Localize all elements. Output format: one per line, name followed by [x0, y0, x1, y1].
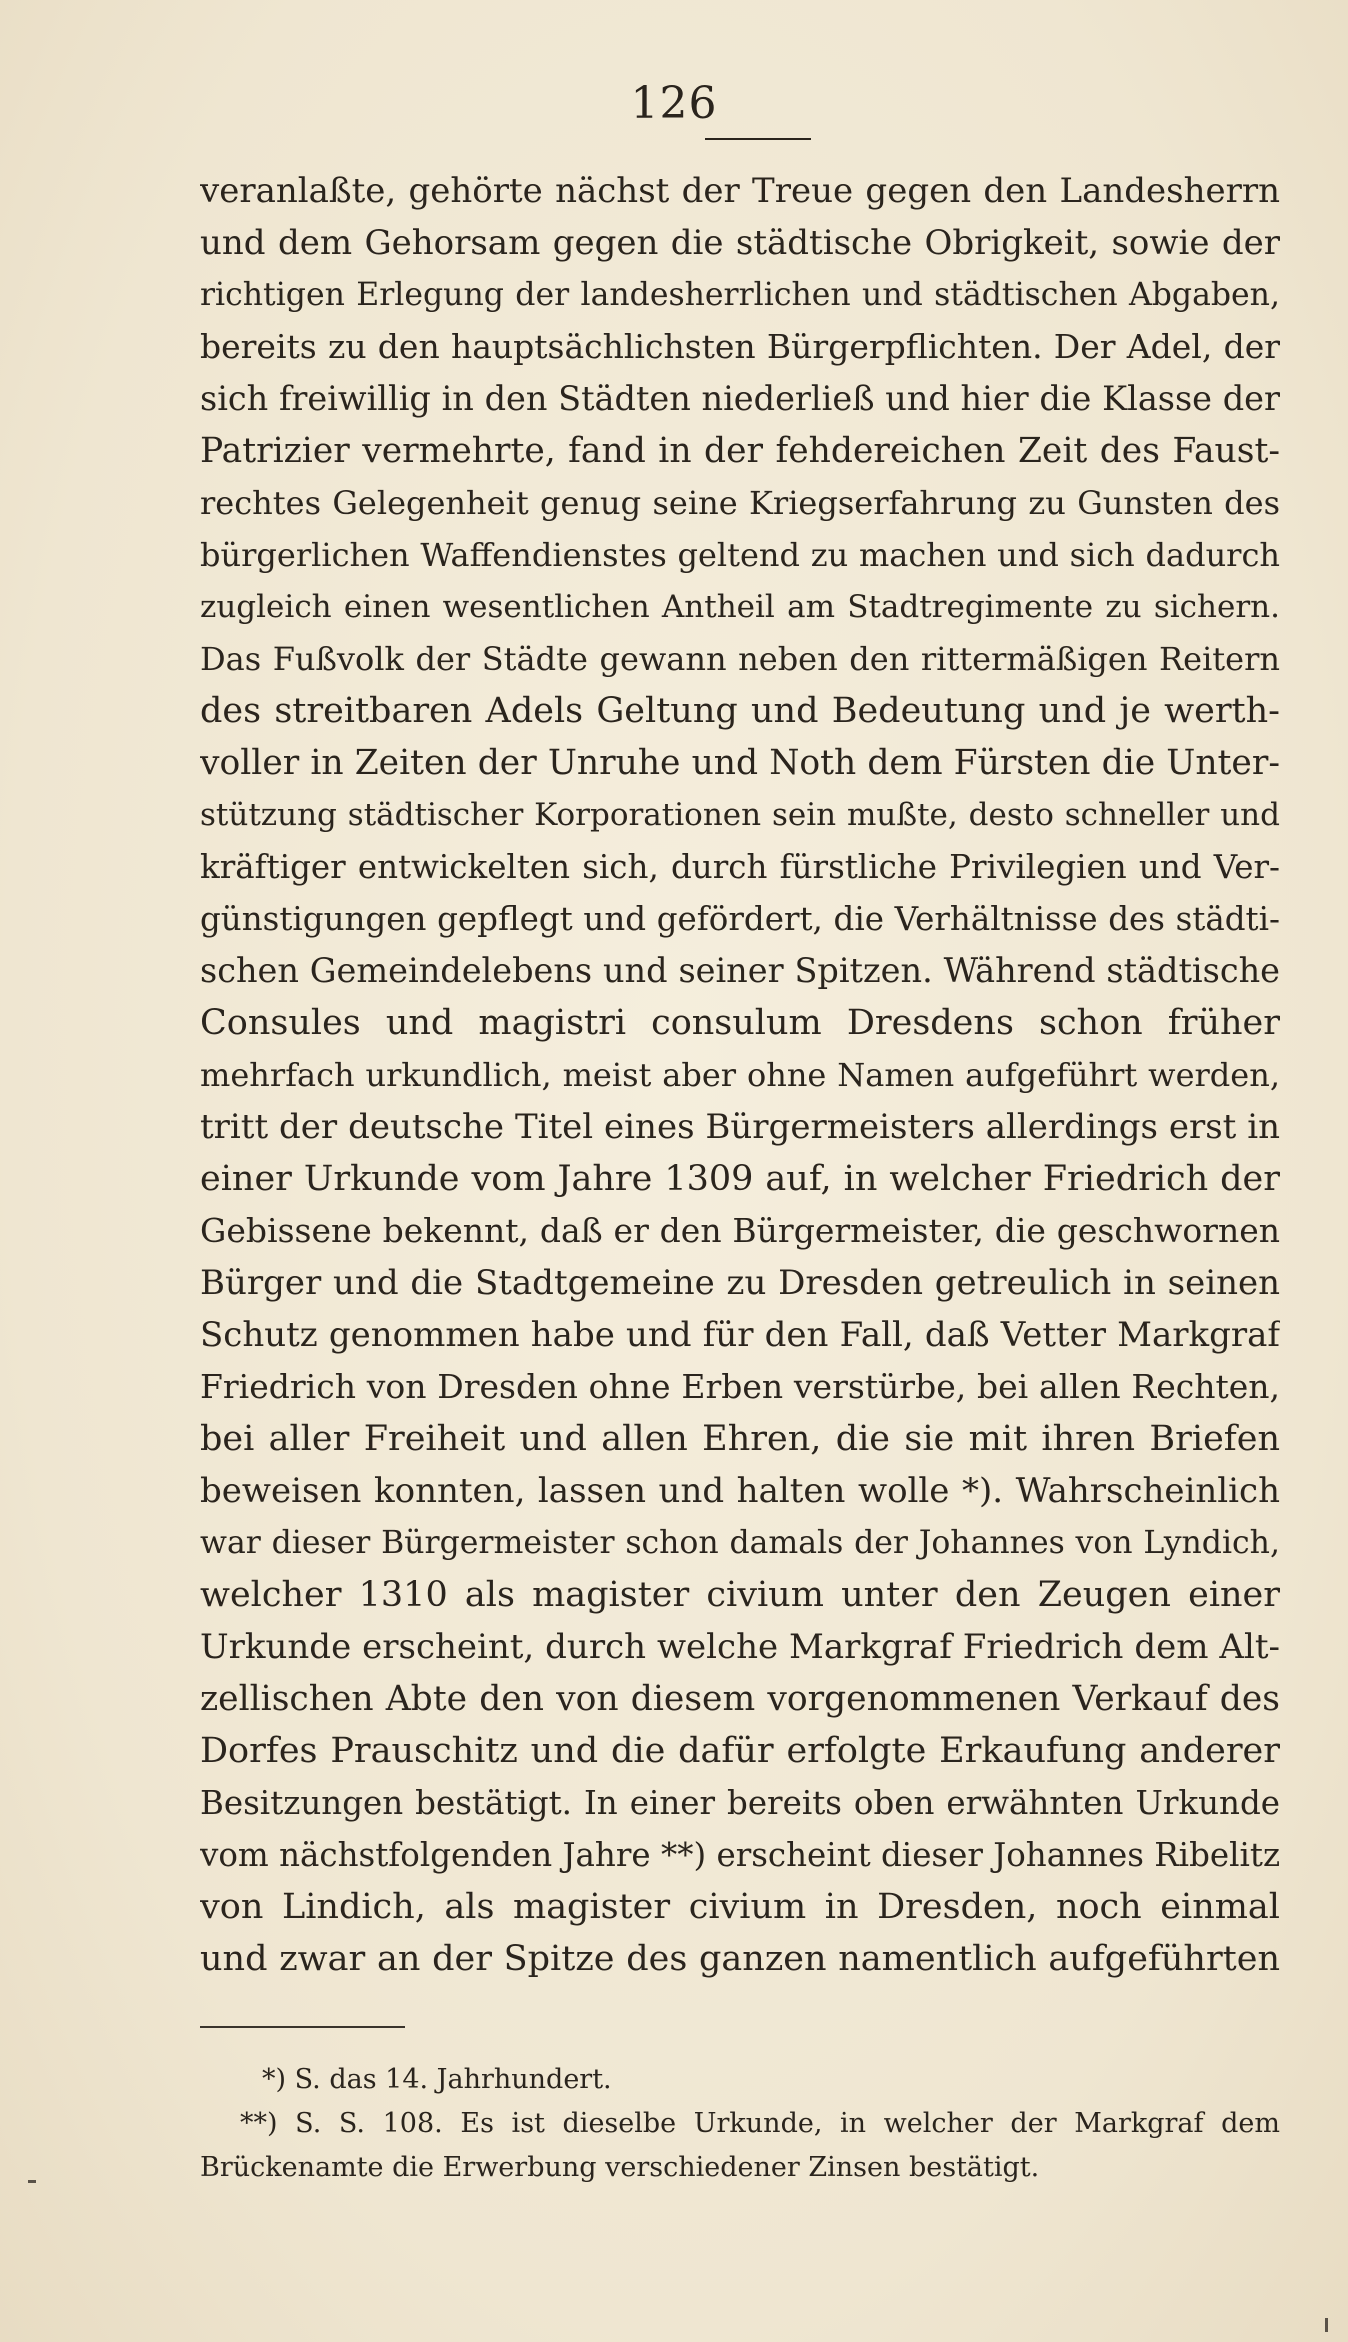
text-line: einer Urkunde vom Jahre 1309 auf, in welcher Friedrich der — [200, 1159, 1280, 1199]
page-number: 126 — [630, 78, 718, 129]
text-line: Das Fußvolk der Städte gewann neben den rittermäßigen Reitern — [200, 640, 1280, 678]
page-number-underline — [705, 138, 811, 140]
footnotes — [200, 2058, 1280, 2190]
corner-mark — [1325, 2318, 1328, 2332]
text-line: bereits zu den hauptsächlichsten Bürgerpflichten. Der Adel, der — [200, 327, 1280, 366]
text-line: Urkunde erscheint, durch welche Markgraf Friedrich dem Alt- — [200, 1627, 1280, 1667]
text-line: zellischen Abte den von diesem vorgenommenen Verkauf des — [200, 1679, 1280, 1719]
text-line: Schutz genommen habe und für den Fall, daß Vetter Markgraf — [200, 1315, 1280, 1355]
text-line: günstigungen gepflegt und gefördert, die Verhältnisse des städti- — [200, 900, 1280, 938]
text-line: Bürger und die Stadtgemeine zu Dresden getreulich in seinen — [200, 1263, 1280, 1303]
text-line: sich freiwillig in den Städten niederließ und hier die Klasse der — [200, 379, 1280, 418]
text-line: war dieser Bürgermeister schon damals der Johannes von Lyndich, — [200, 1525, 1280, 1561]
text-line: vom nächstfolgenden Jahre **) erscheint dieser Johannes Ribelitz — [200, 1836, 1280, 1874]
footnote-separator — [200, 2026, 405, 2028]
footnote-1: *) S. das 14. Jahrhundert. — [262, 2064, 612, 2095]
text-line: stützung städtischer Korporationen sein mußte, desto schneller und — [200, 797, 1280, 833]
text-line: Dorfes Prauschitz und die dafür erfolgte Erkaufung anderer — [200, 1731, 1280, 1771]
text-line: mehrfach urkundlich, meist aber ohne Namen aufgeführt werden, — [200, 1056, 1280, 1094]
text-line: Friedrich von Dresden ohne Erben verstürbe, bei allen Rechten, — [200, 1367, 1280, 1406]
text-line: Consules und magistri consulum Dresdens schon früher — [200, 1003, 1280, 1043]
text-line: rechtes Gelegenheit genug seine Kriegserfahrung zu Gunsten des — [200, 484, 1280, 522]
text-line: und dem Gehorsam gegen die städtische Obrigkeit, sowie der — [200, 223, 1280, 263]
text-line: von Lindich, als magister civium in Dresden, noch einmal — [200, 1887, 1280, 1927]
text-line: welcher 1310 als magister civium unter den Zeugen einer — [200, 1575, 1280, 1615]
text-line: bürgerlichen Waffendienstes geltend zu machen und sich dadurch — [200, 536, 1280, 574]
text-line: bei aller Freiheit und allen Ehren, die sie mit ihren Briefen — [200, 1419, 1280, 1459]
footnote-2: **) S. S. 108. Es ist dieselbe Urkunde, in welcher der Markgraf dem — [240, 2108, 1280, 2139]
text-line: Patrizier vermehrte, fand in der fehdereichen Zeit des Faust- — [200, 431, 1280, 471]
body-text — [200, 165, 1280, 1985]
text-line: und zwar an der Spitze des ganzen namentlich aufgeführten — [200, 1939, 1280, 1979]
text-line: richtigen Erlegung der landesherrlichen und städtischen Abgaben, — [200, 277, 1280, 313]
text-line: des streitbaren Adels Geltung und Bedeutung und je werth- — [200, 691, 1280, 731]
text-line: beweisen konnten, lassen und halten wolle *). Wahrscheinlich — [200, 1471, 1280, 1511]
text-line: schen Gemeindelebens und seiner Spitzen. Während städtische — [200, 951, 1280, 990]
text-line: Besitzungen bestätigt. In einer bereits oben erwähnten Urkunde — [200, 1784, 1280, 1822]
text-line: voller in Zeiten der Unruhe und Noth dem Fürsten die Unter- — [200, 743, 1280, 783]
footnote-2-continuation: Brückenamte die Erwerbung verschiedener Zinsen bestätigt. — [200, 2152, 1040, 2183]
text-line: Gebissene bekennt, daß er den Bürgermeister, die geschwornen — [200, 1211, 1280, 1250]
text-line: tritt der deutsche Titel eines Bürgermeisters allerdings erst in — [200, 1107, 1280, 1147]
text-line: kräftiger entwickelten sich, durch fürstliche Privilegien und Ver- — [200, 848, 1280, 886]
text-line: veranlaßte, gehörte nächst der Treue gegen den Landesherrn — [200, 171, 1280, 211]
margin-mark — [28, 2180, 36, 2183]
text-line: zugleich einen wesentlichen Antheil am Stadtregimente zu sichern. — [200, 589, 1280, 625]
